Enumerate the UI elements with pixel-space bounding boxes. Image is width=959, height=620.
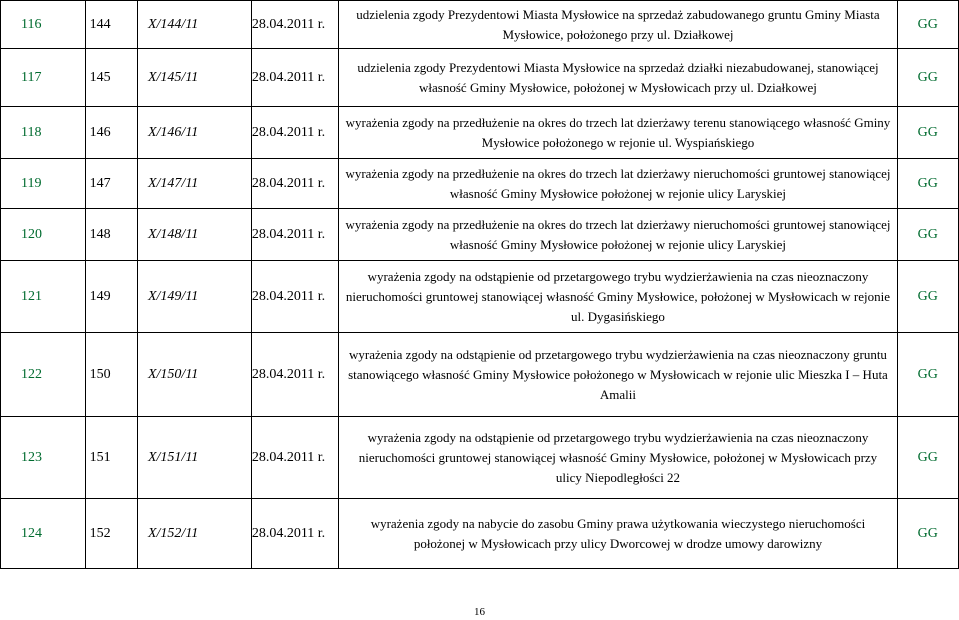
row-lp: 117 — [1, 49, 86, 107]
row-unit: GG — [897, 49, 959, 107]
row-nr: 151 — [85, 417, 137, 499]
row-subject: udzielenia zgody Prezydentowi Miasta Mysłowice na sprzedaż zabudowanego gruntu Gminy Miasta Mysłowice, położonego przy ul. Działkowej — [339, 1, 897, 49]
row-lp: 123 — [1, 417, 86, 499]
row-date: 28.04.2011 r. — [251, 333, 339, 417]
row-date: 28.04.2011 r. — [251, 159, 339, 209]
row-signature: X/150/11 — [137, 333, 251, 417]
table-row — [1, 261, 959, 333]
row-nr: 152 — [85, 499, 137, 569]
row-unit: GG — [897, 159, 959, 209]
row-signature: X/144/11 — [137, 1, 251, 49]
row-date: 28.04.2011 r. — [251, 209, 339, 261]
row-nr: 149 — [85, 261, 137, 333]
row-date: 28.04.2011 r. — [251, 417, 339, 499]
table-row — [1, 1, 959, 49]
row-nr: 150 — [85, 333, 137, 417]
row-signature: X/151/11 — [137, 417, 251, 499]
page-number: 16 — [474, 606, 485, 618]
row-nr: 146 — [85, 107, 137, 159]
row-signature: X/147/11 — [137, 159, 251, 209]
row-unit: GG — [897, 209, 959, 261]
row-date: 28.04.2011 r. — [251, 49, 339, 107]
row-unit: GG — [897, 107, 959, 159]
row-subject: wyrażenia zgody na odstąpienie od przetargowego trybu wydzierżawienia na czas nieoznaczony nieruchomości gruntowej stanowiącej własność Gminy Mysłowice, położonej w Mysłowicach w rejonie ul. Dygasińskiego — [339, 261, 897, 333]
row-subject: wyrażenia zgody na odstąpienie od przetargowego trybu wydzierżawienia na czas nieoznaczony gruntu stanowiącego własność Gminy Mysłowice położonego w Mysłowicach w rejonie ulic Mieszka I – Huta Amalii — [339, 333, 897, 417]
row-unit: GG — [897, 333, 959, 417]
row-subject: wyrażenia zgody na przedłużenie na okres do trzech lat dzierżawy terenu stanowiącego własność Gminy Mysłowice położonego w rejonie ul. Wyspiańskiego — [339, 107, 897, 159]
row-lp: 116 — [1, 1, 86, 49]
row-signature: X/152/11 — [137, 499, 251, 569]
table-row — [1, 499, 959, 569]
row-lp: 121 — [1, 261, 86, 333]
row-signature: X/149/11 — [137, 261, 251, 333]
row-subject: wyrażenia zgody na przedłużenie na okres do trzech lat dzierżawy nieruchomości gruntowej stanowiącej własność Gminy Mysłowice położonej w rejonie ulicy Laryskiej — [339, 159, 897, 209]
row-date: 28.04.2011 r. — [251, 261, 339, 333]
row-nr: 145 — [85, 49, 137, 107]
table-row — [1, 107, 959, 159]
row-date: 28.04.2011 r. — [251, 1, 339, 49]
row-nr: 148 — [85, 209, 137, 261]
row-lp: 124 — [1, 499, 86, 569]
row-unit: GG — [897, 417, 959, 499]
row-unit: GG — [897, 1, 959, 49]
row-lp: 120 — [1, 209, 86, 261]
row-signature: X/145/11 — [137, 49, 251, 107]
row-unit: GG — [897, 499, 959, 569]
table-row — [1, 417, 959, 499]
row-signature: X/146/11 — [137, 107, 251, 159]
row-nr: 144 — [85, 1, 137, 49]
row-date: 28.04.2011 r. — [251, 499, 339, 569]
row-unit: GG — [897, 261, 959, 333]
row-signature: X/148/11 — [137, 209, 251, 261]
table-row — [1, 49, 959, 107]
table-row — [1, 333, 959, 417]
row-subject: wyrażenia zgody na odstąpienie od przetargowego trybu wydzierżawienia na czas nieoznaczony nieruchomości gruntowej stanowiącej własność Gminy Mysłowice, położonej w Mysłowicach przy ulicy Niepodległości 22 — [339, 417, 897, 499]
row-subject: udzielenia zgody Prezydentowi Miasta Mysłowice na sprzedaż działki niezabudowanej, stanowiącej własność Gminy Mysłowice, położonej w Mysłowicach przy ul. Działkowej — [339, 49, 897, 107]
row-subject: wyrażenia zgody na nabycie do zasobu Gminy prawa użytkowania wieczystego nieruchomości położonej w Mysłowicach przy ulicy Dworcowej w drodze umowy darowizny — [339, 499, 897, 569]
row-lp: 122 — [1, 333, 86, 417]
row-lp: 119 — [1, 159, 86, 209]
row-date: 28.04.2011 r. — [251, 107, 339, 159]
table-row — [1, 159, 959, 209]
table-row — [1, 209, 959, 261]
row-subject: wyrażenia zgody na przedłużenie na okres do trzech lat dzierżawy nieruchomości gruntowej stanowiącej własność Gminy Mysłowice położonej w rejonie ulicy Laryskiej — [339, 209, 897, 261]
row-nr: 147 — [85, 159, 137, 209]
row-lp: 118 — [1, 107, 86, 159]
